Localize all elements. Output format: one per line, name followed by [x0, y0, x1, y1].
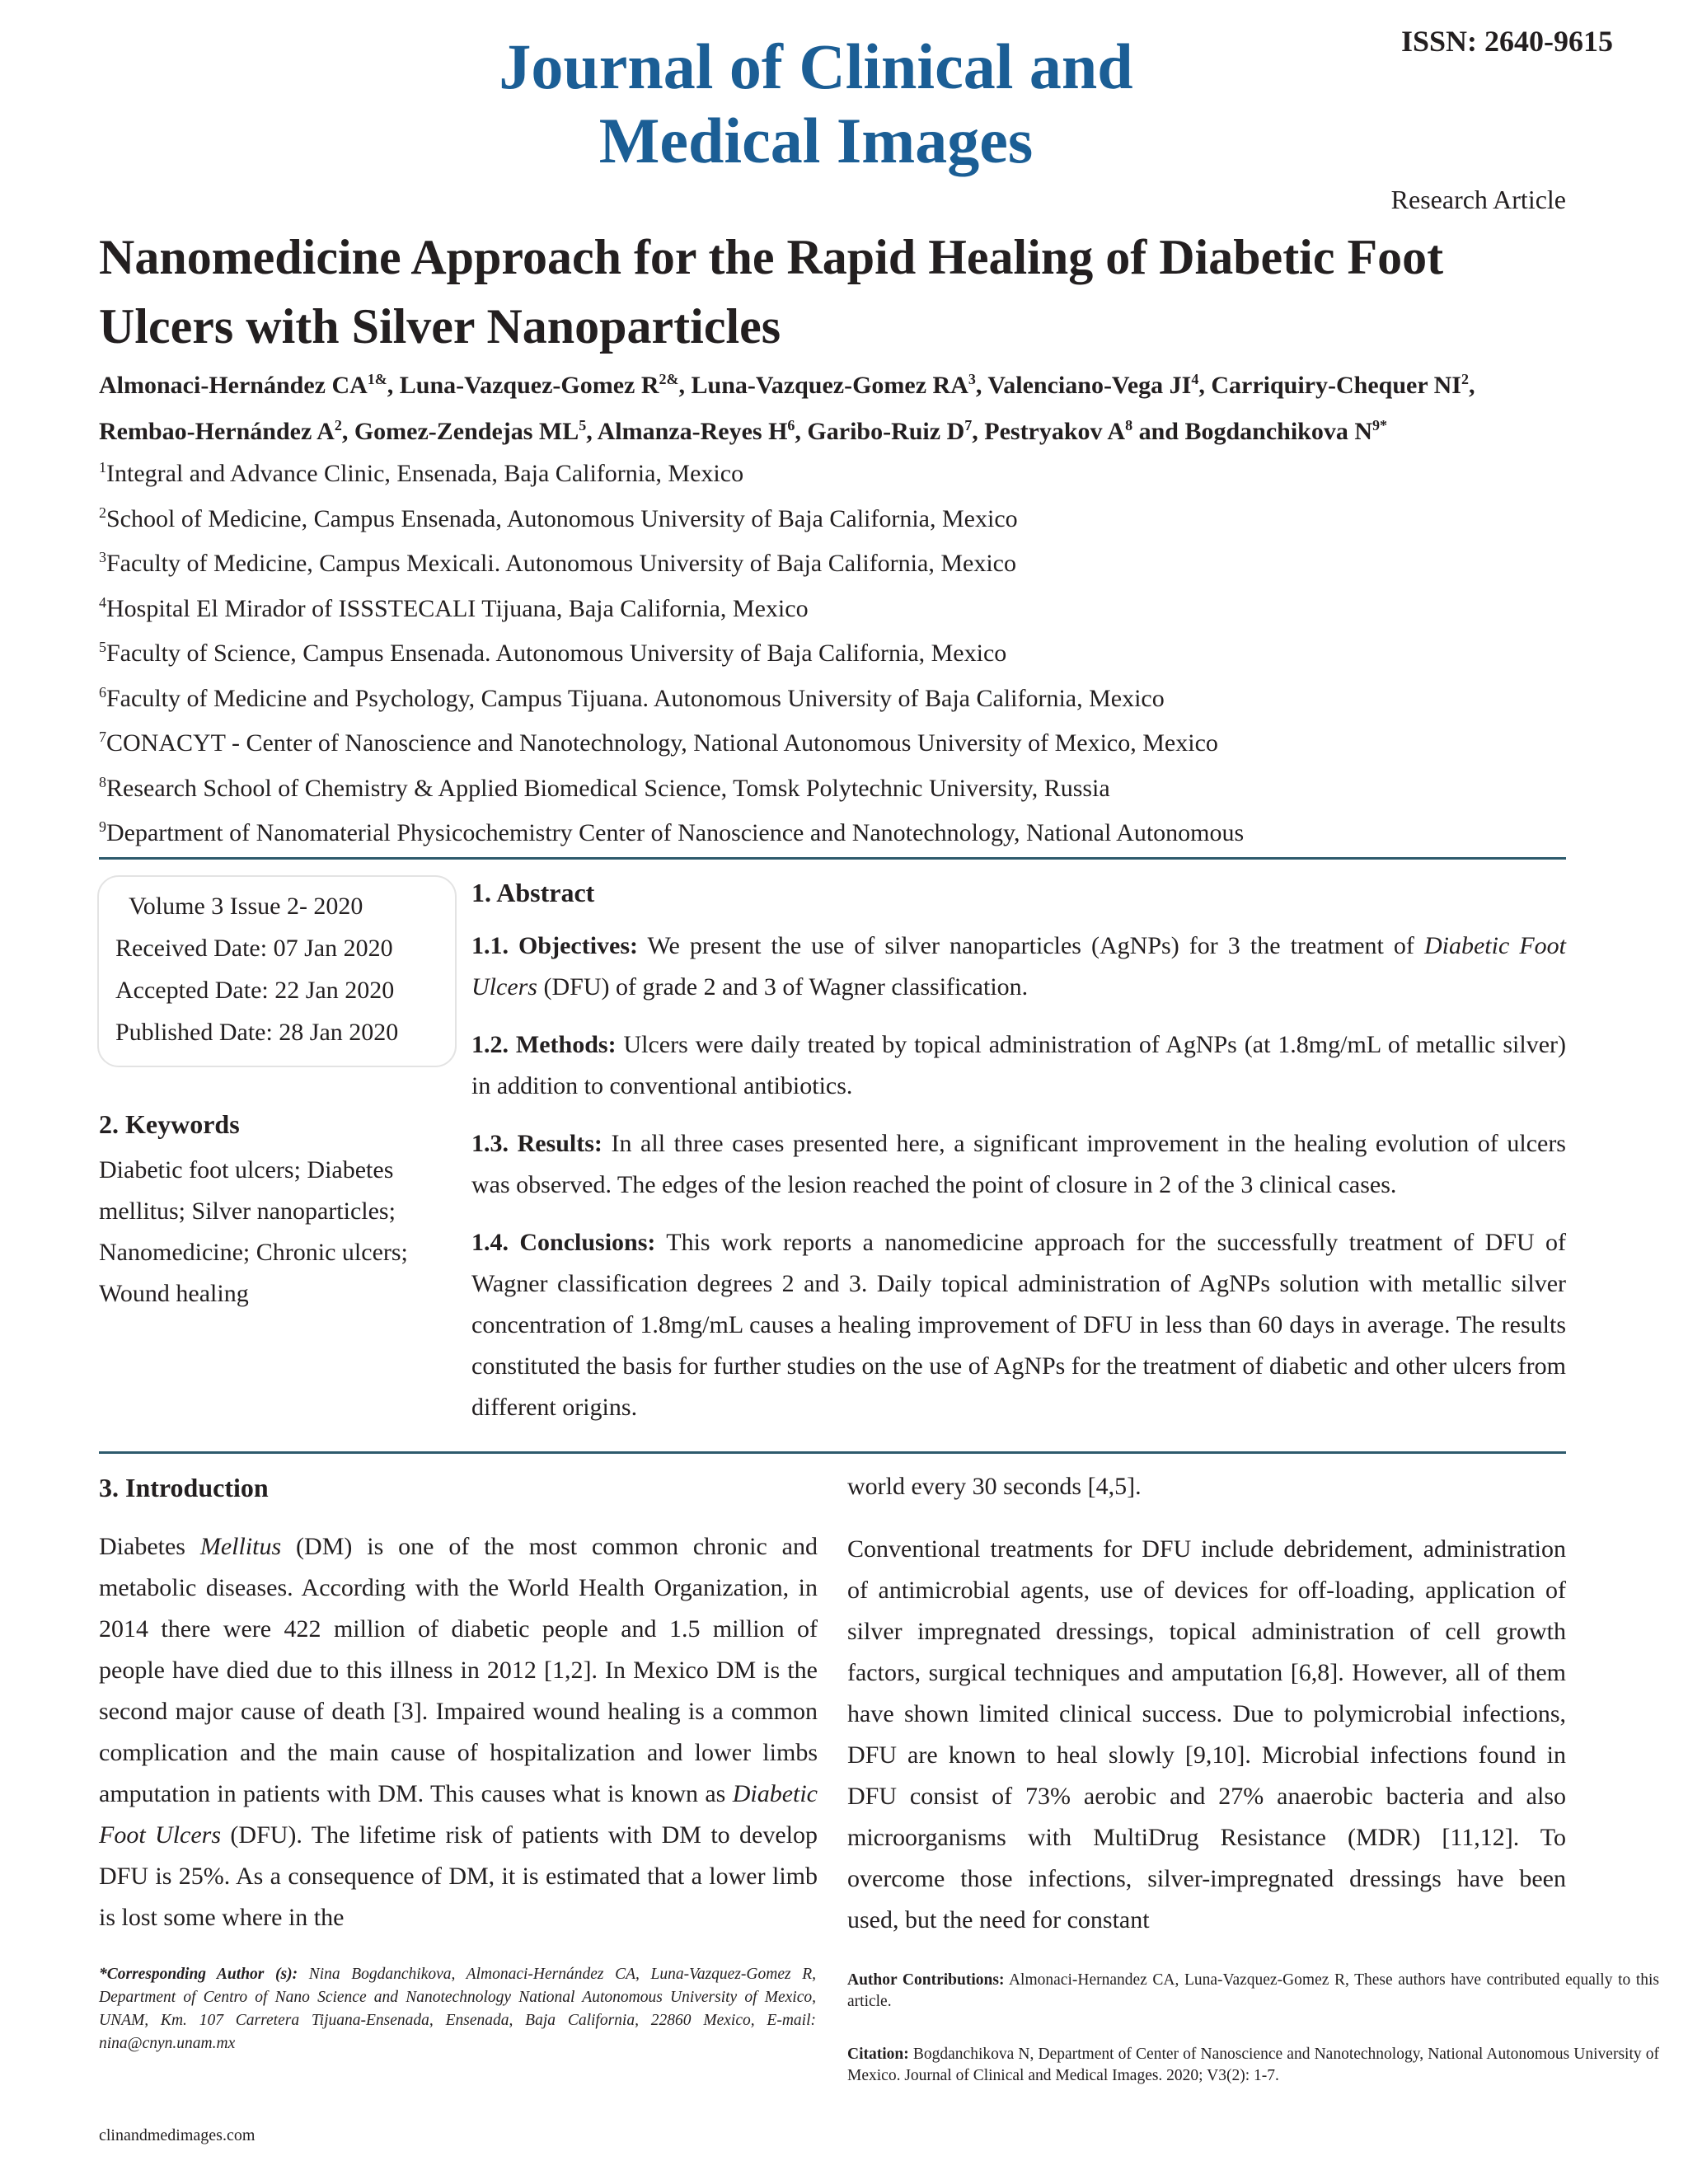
affiliation-number: 7 — [99, 729, 106, 745]
author-line-1: Almonaci-Hernández $CA^{1\&}$, Luna-Vazquez-Gomez $R^{2\&}$, Luna-Vazquez-Gomez $RA^3$, Valenciano-Vega $JI^4$, Carriquiry-Chequer $NI^2$, — [99, 371, 1475, 399]
accepted-date: Accepted Date: 22 Jan 2020 — [115, 977, 395, 1004]
affiliation-number: 2 — [99, 504, 106, 521]
abstract-heading: 1. Abstract — [471, 878, 595, 907]
abstract-section — [471, 876, 1566, 1428]
author-affiliation-mark: 2 — [334, 417, 342, 434]
affiliation-text: Integral and Advance Clinic, Ensenada, Baja California, Mexico — [106, 460, 744, 487]
author-affiliation-mark: 6 — [787, 417, 795, 434]
affiliation-item — [99, 631, 1582, 677]
introduction-right-column — [847, 1466, 1566, 1941]
paper-title — [99, 223, 1582, 361]
journal-title-line1: Journal of Clinical and — [499, 30, 1133, 102]
author-name: Garibo-Ruiz D — [807, 418, 965, 445]
affiliation-text: Faculty of Science, Campus Ensenada. Autonomous University of Baja California, Mexico — [106, 640, 1007, 667]
author-name: Carriquiry-Chequer NI — [1211, 372, 1461, 399]
affiliation-number: 3 — [99, 549, 106, 565]
author-affiliation-mark: 2 — [1461, 371, 1469, 387]
corresponding-author-note: *Corresponding Author (s): Nina Bogdanchikova, Almonaci-Hernández CA, Luna-Vazquez-Gomez R, Department of Centro of Nano Science and Nanotechnology National Autonomous University of Mexico, UNAM, Km. 107 Carretera Tijuana-Ensenada, Ensenada, Baja California, 22860 Mexico, E-mail: nina@cnyn.unam.mx — [99, 1966, 816, 2052]
abstract-results: 1.3. Results: In all three cases presented here, a significant improvement in the healing evolution of ulcers was observed. The edges of the lesion reached the point of closure in 2 of the 3 clinical cases. — [471, 1130, 1566, 1198]
author-affiliation-mark: 2& — [659, 371, 679, 387]
article-dates-box — [97, 875, 457, 1067]
affiliation-text: Faculty of Medicine and Psychology, Campus Tijuana. Autonomous University of Baja California, Mexico — [106, 684, 1165, 712]
affiliation-text: Faculty of Medicine, Campus Mexicali. Autonomous University of Baja California, Mexico — [106, 550, 1016, 577]
affiliation-number: 4 — [99, 593, 106, 611]
author-contributions-note: Author Contributions: Almonaci-Hernandez CA, Luna-Vazquez-Gomez R, These authors have contributed equally to this article. — [847, 1971, 1660, 2010]
author-name: Almonaci-Hernández CA — [99, 372, 368, 399]
affiliation-list — [99, 452, 1582, 856]
published-date: Published Date: 28 Jan 2020 — [115, 1019, 399, 1046]
author-list — [99, 363, 1574, 455]
introduction-paragraph-1: Diabetes Mellitus (DM) is one of the most common chronic and metabolic diseases. According with the World Health Organization, in 2014 there were 422 million of diabetic people and 1.5 million of people have died due to this illness in 2012 [1,2]. In Mexico DM is the second major cause of death [3]. Impaired wound healing is a common complication and the main cause of hospitalization and lower limbs amputation in patients with DM. This causes what is known as Diabetic Foot Ulcers (DFU). The lifetime risk of patients with DM to develop DFU is 25%. As a consequence of DM, it is estimated that a lower limb is lost some where in the — [99, 1533, 818, 1931]
affiliation-text: Department of Nanomaterial Physicochemistry Center of Nanoscience and Nanotechnology, National Autonomous — [106, 819, 1245, 846]
affiliation-number: 6 — [99, 683, 106, 701]
journal-title-line2: Medical Images — [598, 105, 1034, 176]
author-name: Luna-Vazquez-Gomez R — [399, 372, 659, 399]
affiliation-item — [99, 766, 1582, 812]
affiliation-item — [99, 497, 1582, 542]
keywords-heading: 2. Keywords — [99, 1109, 240, 1139]
introduction-paragraph-2: Conventional treatments for DFU include debridement, administration of antimicrobial agents, use of devices for off-loading, application of silver impregnated dressings, topical administration of cell growth factors, surgical techniques and amputation [6,8]. However, all of them have shown limited clinical success. Due to polymicrobial infections, DFU are known to heal slowly [9,10]. Microbial infections found in DFU consist of 73% aerobic and 27% anaerobic bacteria and also microorganisms with MultiDrug Resistance (MDR) [11,12]. To overcome those infections, silver-impregnated dressings have been used, but the need for constant — [847, 1535, 1566, 1933]
author-affiliation-mark: 8 — [1125, 417, 1133, 434]
affiliation-text: School of Medicine, Campus Ensenada, Autonomous University of Baja California, Mexico — [106, 504, 1018, 532]
abstract-methods: 1.2. Methods: Ulcers were daily treated by topical administration of AgNPs (at 1.8mg/mL of metallic silver) in addition to conventional antibiotics. — [471, 1031, 1566, 1099]
author-name: Rembao-Hernández A — [99, 418, 335, 445]
affiliation-item — [99, 541, 1582, 587]
journal-title — [0, 30, 1632, 178]
affiliation-number: 9 — [99, 818, 106, 835]
affiliation-item — [99, 677, 1582, 722]
affiliation-text: Research School of Chemistry & Applied Biomedical Science, Tomsk Polytechnic University, Russia — [106, 774, 1110, 802]
author-name: Bogdanchikova N — [1184, 418, 1373, 445]
author-affiliation-mark: 5 — [579, 417, 587, 434]
article-type: Research Article — [1390, 185, 1566, 214]
affiliation-number: 8 — [99, 773, 106, 790]
author-affiliation-mark: 4 — [1191, 371, 1199, 387]
author-line-2: Rembao-Hernández $A^2$, Gomez-Zendejas $ML^5$, Almanza-Reyes $H^6$, Garibo-Ruiz $D^7$, Pestryakov $A^8$ and Bogdanchikova $N^{9*}$ — [99, 417, 1388, 445]
affiliation-item — [99, 452, 1582, 497]
affiliation-item — [99, 811, 1582, 856]
abstract-conclusions: 1.4. Conclusions: This work reports a nanomedicine approach for the successfully treatment of DFU of Wagner classification degrees 2 and 3. Daily topical administration of AgNPs solution with metallic silver concentration of 1.8mg/mL causes a healing improvement of DFU in less than 60 days in average. The results constituted the basis for further studies on the use of AgNPs for the treatment of diabetic and other ulcers from different origins. — [471, 1229, 1567, 1421]
introduction-left-column — [99, 1526, 818, 1938]
affiliation-item — [99, 587, 1582, 632]
author-name: Valenciano-Vega JI — [987, 372, 1192, 399]
author-affiliation-mark: 9* — [1372, 417, 1388, 434]
affiliation-number: 1 — [99, 459, 106, 476]
author-name: Luna-Vazquez-Gomez RA — [691, 372, 968, 399]
issn: ISSN: 2640-9615 — [1401, 25, 1614, 58]
citation-note: Citation: Bogdanchikova N, Department of Center of Nanoscience and Nanotechnology, National Autonomous University of Mexico. Journal of Clinical and Medical Images. 2020; V3(2): 1-7. — [847, 2046, 1659, 2084]
author-affiliation-mark: 1& — [367, 371, 387, 387]
keywords-text: Diabetic foot ulcers; Diabetes mellitus; Silver nanoparticles; Nanomedicine; Chronic ulcers; Wound healing — [99, 1156, 408, 1307]
paper-title-line2: Ulcers with Silver Nanoparticles — [99, 299, 781, 354]
section-divider — [99, 857, 1566, 860]
affiliation-number: 5 — [99, 639, 106, 655]
author-affiliation-mark: 7 — [964, 417, 973, 434]
section-divider-2 — [99, 1451, 1566, 1454]
affiliation-text: CONACYT - Center of Nanoscience and Nanotechnology, National Autonomous University of Mexico, Mexico — [106, 729, 1218, 757]
author-affiliation-mark: 3 — [968, 371, 976, 387]
received-date: Received Date: 07 Jan 2020 — [115, 935, 393, 962]
affiliation-text: Hospital El Mirador of ISSSTECALI Tijuana, Baja California, Mexico — [106, 594, 809, 622]
author-name: Pestryakov A — [984, 418, 1126, 445]
paper-title-line1: Nanomedicine Approach for the Rapid Healing of Diabetic Foot — [99, 230, 1444, 284]
author-name: Almanza-Reyes H — [597, 418, 788, 445]
website-link[interactable]: clinandmedimages.com — [99, 2126, 256, 2144]
abstract-objectives: 1.1. Objectives: We present the use of silver nanoparticles (AgNPs) for 3 the treatment of Diabetic Foot Ulcers (DFU) of grade 2 and 3 of Wagner classification. — [471, 932, 1566, 1001]
author-name: Gomez-Zendejas ML — [354, 418, 579, 445]
introduction-heading: 3. Introduction — [99, 1473, 269, 1502]
volume-issue: Volume 3 Issue 2- 2020 — [129, 893, 363, 920]
affiliation-item — [99, 721, 1582, 766]
introduction-paragraph-1-continued: world every 30 seconds [4,5]. — [847, 1473, 1142, 1500]
